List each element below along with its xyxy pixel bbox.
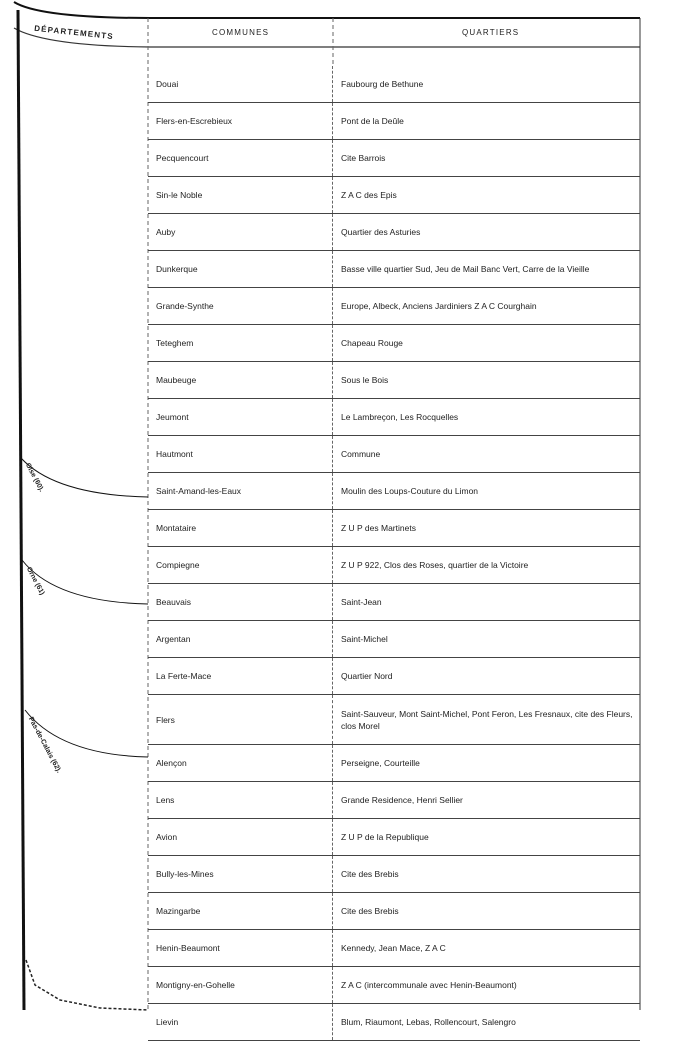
table-row [148,930,640,967]
table-row [148,547,640,584]
table-row [148,436,640,473]
quartier-cell: Kennedy, Jean Mace, Z A C [341,943,446,953]
commune-cell: Lievin [148,1004,333,1040]
table-row [148,584,640,621]
commune-cell: Douai [148,66,333,102]
quartier-cell: Z U P de la Republique [341,832,429,842]
commune-cell: Flers-en-Escrebieux [148,103,333,139]
table-row [148,362,640,399]
table-body [148,66,640,1041]
table-row [148,66,640,103]
commune-cell: Montigny-en-Gohelle [148,967,333,1003]
quartier-cell: Commune [341,449,381,459]
department-label: Oise (60). [23,462,45,494]
quartier-cell: Perseigne, Courteille [341,758,420,768]
quartier-cell: Saint-Michel [341,634,388,644]
table-row [148,473,640,510]
quartier-cell: Pont de la Deûle [341,116,404,126]
commune-cell: Sin-le Noble [148,177,333,213]
table-row [148,325,640,362]
commune-cell: Pecquencourt [148,140,333,176]
table-row [148,214,640,251]
commune-cell: Beauvais [148,584,333,620]
commune-cell: Auby [148,214,333,250]
quartier-cell: Faubourg de Bethune [341,79,424,89]
quartier-cell: Cite des Brebis [341,906,399,916]
table-row [148,399,640,436]
commune-cell: Flers [148,695,333,744]
quartier-cell: Saint-Jean [341,597,382,607]
commune-cell: Lens [148,782,333,818]
quartier-cell: Quartier Nord [341,671,393,681]
table-row [148,251,640,288]
commune-cell: Maubeuge [148,362,333,398]
table-row [148,745,640,782]
header-communes: COMMUNES [212,28,270,37]
quartier-cell: Quartier des Asturies [341,227,421,237]
table-row [148,658,640,695]
commune-cell: Alençon [148,745,333,781]
table-row [148,1004,640,1041]
quartier-cell: Cite des Brebis [341,869,399,879]
quartier-cell: Sous le Bois [341,375,389,385]
quartier-cell: Le Lambreçon, Les Rocquelles [341,412,459,422]
commune-cell: Saint-Amand-les-Eaux [148,473,333,509]
quartier-cell: Z A C des Epis [341,190,397,200]
table-row [148,782,640,819]
commune-cell: Dunkerque [148,251,333,287]
commune-cell: Avion [148,819,333,855]
table-row [148,856,640,893]
table-row [148,967,640,1004]
commune-cell: Grande-Synthe [148,288,333,324]
table-row [148,140,640,177]
quartier-cell: Z U P 922, Clos des Roses, quartier de la Victoire [341,560,529,570]
quartier-cell: Blum, Riaumont, Lebas, Rollencourt, Salengro [341,1017,516,1027]
commune-cell: Hautmont [148,436,333,472]
commune-cell: Mazingarbe [148,893,333,929]
table-row [148,288,640,325]
quartier-cell: Z A C (intercommunale avec Henin-Beaumont) [341,980,517,990]
table-row [148,695,640,745]
header-quartiers: QUARTIERS [462,28,520,37]
commune-cell: Teteghem [148,325,333,361]
quartier-cell: Europe, Albeck, Anciens Jardiniers Z A C Courghain [341,301,537,311]
table-row [148,893,640,930]
table-row [148,819,640,856]
commune-cell: Jeumont [148,399,333,435]
quartier-cell: Saint-Sauveur, Mont Saint-Michel, Pont Feron, Les Fresnaux, cite des Fleurs, clos Morel [341,708,633,731]
commune-cell: Bully-les-Mines [148,856,333,892]
table-row [148,510,640,547]
quartier-cell: Cite Barrois [341,153,386,163]
commune-cell: Compiegne [148,547,333,583]
commune-cell: Henin-Beaumont [148,930,333,966]
commune-cell: La Ferte-Mace [148,658,333,694]
commune-cell: Argentan [148,621,333,657]
quartier-cell: Moulin des Loups-Couture du Limon [341,486,479,496]
quartier-cell: Basse ville quartier Sud, Jeu de Mail Banc Vert, Carre de la Vieille [341,264,590,274]
department-label: Pas-de-Calais (62). [26,716,63,775]
table-row [148,621,640,658]
commune-cell: Montataire [148,510,333,546]
table-row [148,103,640,140]
header-departements: DÉPARTEMENTS [33,23,115,42]
quartier-cell: Chapeau Rouge [341,338,403,348]
department-label: Orne (61) [24,566,46,597]
quartier-cell: Z U P des Martinets [341,523,416,533]
quartier-cell: Grande Residence, Henri Sellier [341,795,463,805]
table-row [148,177,640,214]
